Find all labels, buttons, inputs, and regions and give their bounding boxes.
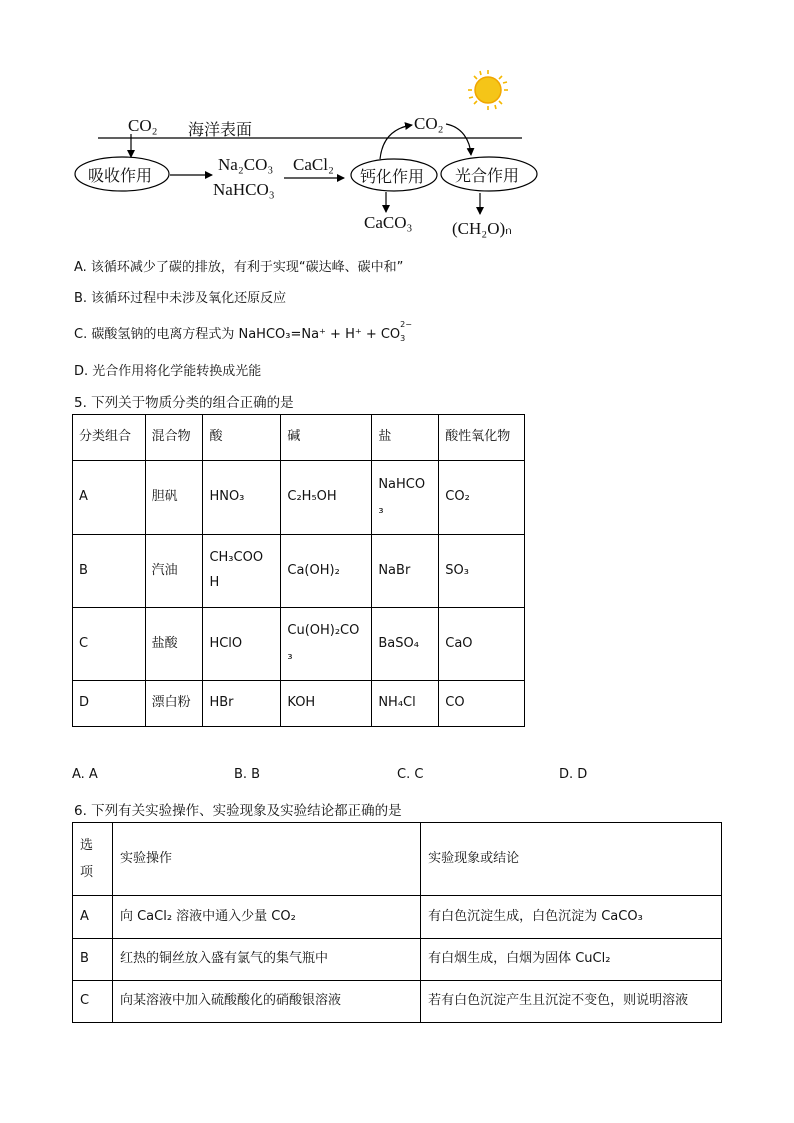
ocean-surface-label: 海洋表面 — [188, 120, 253, 139]
table-cell: 漂白粉 — [145, 681, 203, 727]
q4-option-c-charge: 2− — [400, 320, 412, 329]
q4-option-c — [74, 320, 412, 343]
q4-option-b: B. 该循环过程中未涉及氧化还原反应 — [74, 291, 287, 306]
table-header-cell: 实验操作 — [112, 823, 420, 896]
table-cell: 盐酸 — [145, 608, 203, 681]
table-cell: B — [73, 535, 146, 608]
classification-table — [72, 414, 525, 727]
q4-option-a: A. 该循环减少了碳的排放，有利于实现“碳达峰、碳中和” — [74, 260, 404, 275]
table-cell: Ca(OH)₂ — [281, 535, 372, 608]
sun-icon — [468, 70, 508, 110]
table-cell: 有白色沉淀生成，白色沉淀为 CaCO₃ — [421, 896, 722, 939]
table-cell: BaSO₄ — [372, 608, 439, 681]
q5-answer-c: C. C — [397, 767, 424, 782]
table-cell: NaBr — [372, 535, 439, 608]
table-cell: CO₂ — [439, 461, 525, 535]
experiment-table — [72, 822, 722, 1023]
table-header-row — [73, 415, 525, 461]
table-cell: CO — [439, 681, 525, 727]
table-cell: 红热的铜丝放入盛有氯气的集气瓶中 — [112, 939, 420, 981]
table-cell: D — [73, 681, 146, 727]
table-row — [73, 939, 722, 981]
table-cell: 向 CaCl₂ 溶液中通入少量 CO₂ — [112, 896, 420, 939]
table-cell: Cu(OH)₂CO ₃ — [281, 608, 372, 681]
table-header-cell: 分类组合 — [73, 415, 146, 461]
table-row — [73, 461, 525, 535]
nahco3-label: NaHCO₃ — [213, 180, 275, 199]
caco3-label: CaCO₃ — [364, 213, 413, 232]
table-row — [73, 896, 722, 939]
table-header-cell: 盐 — [372, 415, 439, 461]
table-cell: HNO₃ — [203, 461, 281, 535]
table-row — [73, 535, 525, 608]
q5-title: 5. 下列关于物质分类的组合正确的是 — [74, 395, 294, 411]
table-cell: NH₄Cl — [372, 681, 439, 727]
table-cell: HBr — [203, 681, 281, 727]
q5-answer-d: D. D — [559, 767, 588, 782]
table-cell: CH₃COO H — [203, 535, 281, 608]
table-cell: CaO — [439, 608, 525, 681]
table-cell: C — [73, 981, 113, 1023]
q5-answer-b: B. B — [234, 767, 261, 782]
co2-left-label: CO₂ — [128, 116, 158, 135]
table-cell: NaHCO ₃ — [372, 461, 439, 535]
calcification-label: 钙化作用 — [360, 167, 425, 186]
table-header-cell: 混合物 — [145, 415, 203, 461]
ch2o-label: (CH₂O)ₙ — [452, 219, 512, 238]
table-cell: C₂H₅OH — [281, 461, 372, 535]
table-header-row — [73, 823, 722, 896]
table-cell: 向某溶液中加入硫酸酸化的硝酸银溶液 — [112, 981, 420, 1023]
table-header-cell: 酸 — [203, 415, 281, 461]
table-cell: B — [73, 939, 113, 981]
q4-option-c-text: C. 碳酸氢钠的电离方程式为 NaHCO₃=Na⁺ + H⁺ + CO — [74, 327, 401, 342]
co2-uptake-arrow — [446, 124, 471, 155]
na2co3-label: Na₂CO₃ — [218, 155, 274, 174]
table-cell: SO₃ — [439, 535, 525, 608]
q6-title: 6. 下列有关实验操作、实验现象及实验结论都正确的是 — [74, 803, 402, 819]
table-header-cell: 碱 — [281, 415, 372, 461]
q4-option-d: D. 光合作用将化学能转换成光能 — [74, 364, 262, 379]
co2-release-arrow — [380, 125, 412, 159]
q4-option-c-sub: 3 — [400, 334, 406, 343]
table-cell: 有白烟生成，白烟为固体 CuCl₂ — [421, 939, 722, 981]
table-cell: 胆矾 — [145, 461, 203, 535]
table-header-cell: 酸性氧化物 — [439, 415, 525, 461]
table-header-cell: 实验现象或结论 — [421, 823, 722, 896]
table-cell: HClO — [203, 608, 281, 681]
table-cell: 若有白色沉淀产生且沉淀不变色，则说明溶液 — [421, 981, 722, 1023]
cacl2-label: CaCl₂ — [293, 155, 334, 174]
table-cell: A — [73, 896, 113, 939]
table-row — [73, 981, 722, 1023]
co2-top-label: CO₂ — [414, 114, 444, 133]
table-header-cell: 选 项 — [73, 823, 113, 896]
absorption-label: 吸收作用 — [88, 166, 153, 185]
photosynthesis-label: 光合作用 — [455, 166, 520, 185]
table-cell: A — [73, 461, 146, 535]
table-row — [73, 681, 525, 727]
table-cell: KOH — [281, 681, 372, 727]
table-row — [73, 608, 525, 681]
table-cell: 汽油 — [145, 535, 203, 608]
table-cell: C — [73, 608, 146, 681]
q5-answer-a: A. A — [72, 767, 98, 782]
